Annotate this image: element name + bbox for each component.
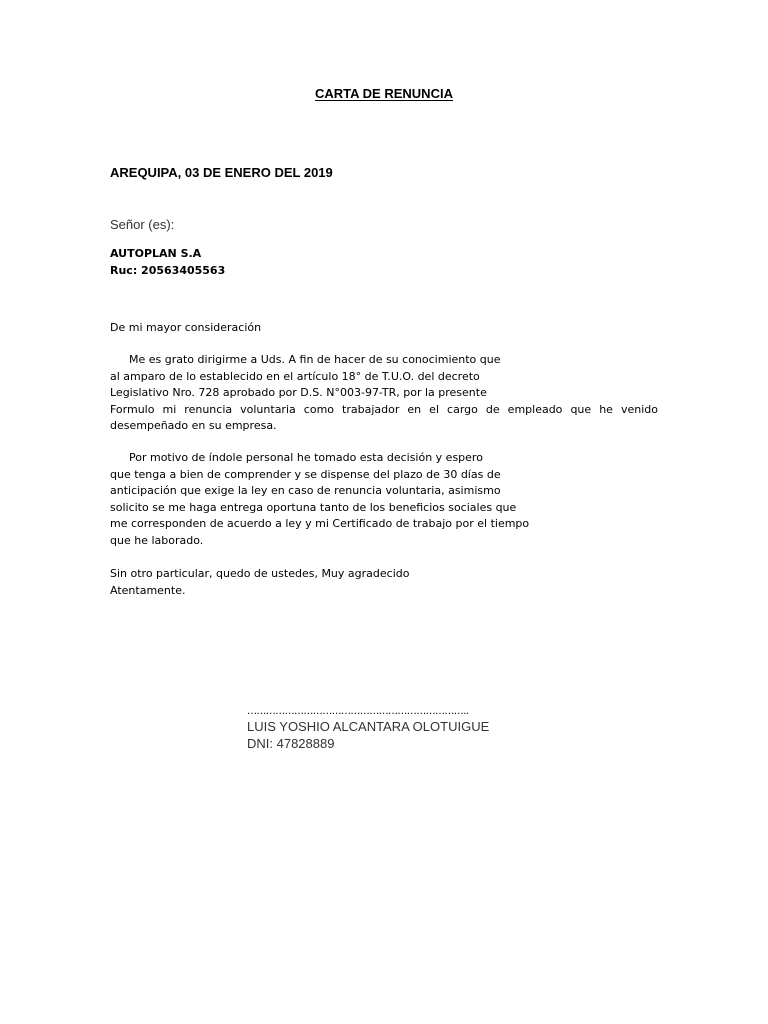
- signature-line: ……………………………………………………………..: [247, 706, 469, 717]
- salutation: Señor (es):: [110, 217, 175, 232]
- paragraph-1-line: desempeñado en su empresa.: [110, 419, 277, 432]
- paragraph-1: [110, 352, 658, 435]
- paragraph-1-line: Formulo mi renuncia voluntaria como trabajador en el cargo de empleado que he venido: [110, 402, 658, 416]
- paragraph-2-line: me corresponden de acuerdo a ley y mi Certificado de trabajo por el tiempo: [110, 517, 530, 530]
- signature-block: [247, 706, 489, 752]
- paragraph-1-line: Legislativo Nro. 728 aprobado por D.S. N°003-97-TR, por la presente: [110, 386, 487, 399]
- paragraph-2-line: solicito se me haga entrega oportuna tanto de los beneficios sociales que: [110, 500, 517, 514]
- paragraph-2-line: que tenga a bien de comprender y se dispense del plazo de 30 días de: [110, 467, 501, 481]
- signer-dni: DNI: 47828889: [247, 736, 335, 751]
- letter-date: AREQUIPA, 03 DE ENERO DEL 2019: [110, 165, 333, 180]
- recipient-block: [110, 245, 225, 279]
- signer-name: LUIS YOSHIO ALCANTARA OLOTUIGUE: [247, 719, 490, 734]
- closing-line: Sin otro particular, quedo de ustedes, Muy agradecido: [110, 567, 410, 580]
- paragraph-1-line: al amparo de lo establecido en el artículo 18° de T.U.O. del decreto: [110, 369, 480, 383]
- greeting: De mi mayor consideración: [110, 321, 262, 334]
- company-name: AUTOPLAN S.A: [110, 247, 202, 260]
- paragraph-1-line: Me es grato dirigirme a Uds. A fin de hacer de su conocimiento que: [129, 353, 501, 366]
- letter-title: CARTA DE RENUNCIA: [315, 86, 453, 101]
- paragraph-2-line: anticipación que exige la ley en caso de renuncia voluntaria, asimismo: [110, 484, 501, 497]
- company-ruc: Ruc: 20563405563: [110, 264, 226, 277]
- paragraph-2: [110, 450, 658, 549]
- paragraph-2-line: que he laborado.: [110, 533, 204, 547]
- paragraph-2-line: Por motivo de índole personal he tomado esta decisión y espero: [129, 451, 483, 464]
- closing: [110, 566, 658, 599]
- closing-line: Atentamente.: [110, 583, 186, 597]
